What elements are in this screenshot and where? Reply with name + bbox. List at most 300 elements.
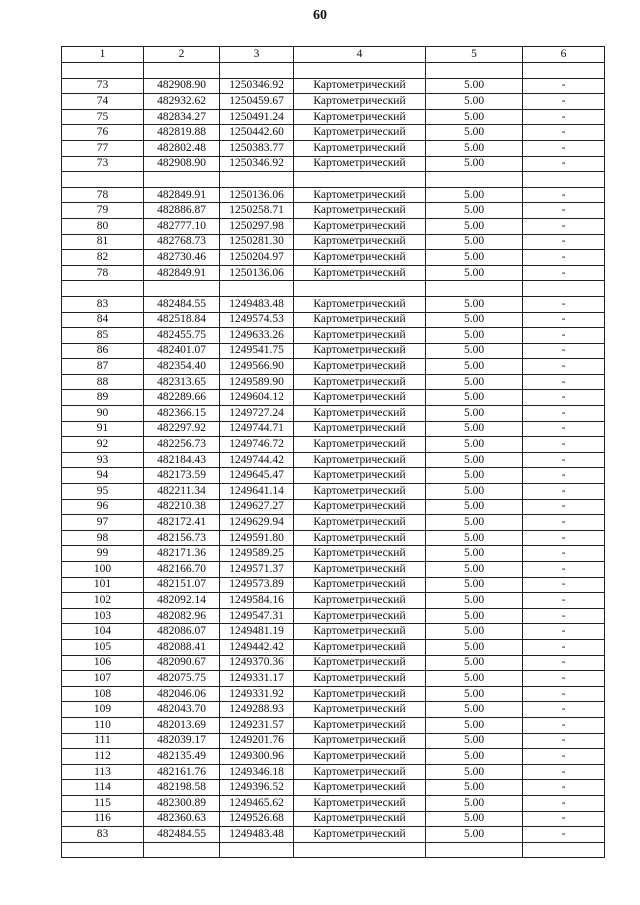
table-row <box>62 234 605 250</box>
table-cell: 105 <box>62 639 144 655</box>
table-cell: 116 <box>62 811 144 827</box>
column-header: 1 <box>62 47 144 63</box>
table-cell: 97 <box>62 515 144 531</box>
table-cell: 482908.90 <box>144 156 220 172</box>
table-cell: - <box>523 795 605 811</box>
table-cell: 482849.91 <box>144 265 220 281</box>
table-cell: 103 <box>62 608 144 624</box>
table-cell: - <box>523 764 605 780</box>
table-cell: 482046.06 <box>144 686 220 702</box>
table-cell: Картометрический <box>294 156 426 172</box>
table-cell: Картометрический <box>294 78 426 94</box>
table-cell: - <box>523 359 605 375</box>
table-cell: Картометрический <box>294 639 426 655</box>
table-cell: 482151.07 <box>144 577 220 593</box>
table-cell: 5.00 <box>426 827 523 843</box>
empty-cell <box>220 63 294 79</box>
table-cell: 102 <box>62 593 144 609</box>
table-cell: 99 <box>62 546 144 562</box>
table-cell: 101 <box>62 577 144 593</box>
table-cell: 482802.48 <box>144 140 220 156</box>
table-cell: 1249541.75 <box>220 343 294 359</box>
column-header: 6 <box>523 47 605 63</box>
table-cell: 78 <box>62 187 144 203</box>
table-cell: 1249465.62 <box>220 795 294 811</box>
table-row <box>62 140 605 156</box>
table-cell: 5.00 <box>426 406 523 422</box>
table-cell: - <box>523 343 605 359</box>
table-cell: 1249604.12 <box>220 390 294 406</box>
table-cell: 482043.70 <box>144 702 220 718</box>
table-cell: 482198.58 <box>144 780 220 796</box>
table-cell: Картометрический <box>294 484 426 500</box>
table-cell: 80 <box>62 218 144 234</box>
table-row <box>62 639 605 655</box>
table-cell: 1249584.16 <box>220 593 294 609</box>
table-cell: 5.00 <box>426 702 523 718</box>
empty-cell <box>523 172 605 188</box>
table-cell: Картометрический <box>294 671 426 687</box>
table-cell: 5.00 <box>426 530 523 546</box>
table-cell: 95 <box>62 484 144 500</box>
table-cell: Картометрический <box>294 749 426 765</box>
table-cell: 1249547.31 <box>220 608 294 624</box>
table-cell: 482484.55 <box>144 827 220 843</box>
table-cell: 1250383.77 <box>220 140 294 156</box>
table-cell: - <box>523 484 605 500</box>
table-cell: 482289.66 <box>144 390 220 406</box>
table-cell: 1249201.76 <box>220 733 294 749</box>
table-cell: 5.00 <box>426 234 523 250</box>
table-cell: 5.00 <box>426 764 523 780</box>
table-cell: Картометрический <box>294 140 426 156</box>
coordinates-table <box>61 46 605 858</box>
empty-cell <box>62 172 144 188</box>
separator-row <box>62 63 605 79</box>
table-cell: 92 <box>62 437 144 453</box>
table-cell: 85 <box>62 328 144 344</box>
table-cell: 5.00 <box>426 374 523 390</box>
table-cell: - <box>523 78 605 94</box>
table-body <box>62 63 605 858</box>
table-row <box>62 328 605 344</box>
table-cell: 482932.62 <box>144 94 220 110</box>
table-row <box>62 577 605 593</box>
table-cell: 74 <box>62 94 144 110</box>
table-cell: 1249483.48 <box>220 827 294 843</box>
table-cell: 482297.92 <box>144 421 220 437</box>
table-cell: 109 <box>62 702 144 718</box>
table-cell: - <box>523 390 605 406</box>
table-cell: Картометрический <box>294 359 426 375</box>
table-row <box>62 827 605 843</box>
table-cell: 5.00 <box>426 296 523 312</box>
table-row <box>62 811 605 827</box>
table-cell: 482210.38 <box>144 499 220 515</box>
table-cell: 1249645.47 <box>220 468 294 484</box>
table-cell: Картометрический <box>294 733 426 749</box>
table-row <box>62 624 605 640</box>
table-row <box>62 608 605 624</box>
empty-cell <box>523 281 605 297</box>
table-cell: 482171.36 <box>144 546 220 562</box>
table-cell: 1249566.90 <box>220 359 294 375</box>
table-cell: 90 <box>62 406 144 422</box>
table-cell: - <box>523 312 605 328</box>
table-cell: Картометрический <box>294 546 426 562</box>
empty-cell <box>144 281 220 297</box>
table-cell: Картометрический <box>294 717 426 733</box>
table-cell: 482777.10 <box>144 218 220 234</box>
table-row <box>62 499 605 515</box>
table-cell: - <box>523 437 605 453</box>
table-row <box>62 780 605 796</box>
table-cell: 5.00 <box>426 390 523 406</box>
table-cell: 113 <box>62 764 144 780</box>
table-cell: Картометрический <box>294 795 426 811</box>
table-cell: - <box>523 234 605 250</box>
page-number: 60 <box>313 8 327 23</box>
table-cell: 73 <box>62 78 144 94</box>
table-cell: 1250281.30 <box>220 234 294 250</box>
table-cell: Картометрический <box>294 593 426 609</box>
empty-cell <box>426 281 523 297</box>
table-cell: 82 <box>62 250 144 266</box>
table-cell: Картометрический <box>294 530 426 546</box>
table-cell: 482256.73 <box>144 437 220 453</box>
table-cell: 1250204.97 <box>220 250 294 266</box>
table-row <box>62 749 605 765</box>
table-cell: 111 <box>62 733 144 749</box>
table-row <box>62 795 605 811</box>
table-cell: 5.00 <box>426 624 523 640</box>
table-cell: - <box>523 468 605 484</box>
table-cell: 79 <box>62 203 144 219</box>
table-row <box>62 187 605 203</box>
table-cell: 5.00 <box>426 437 523 453</box>
table-cell: 5.00 <box>426 671 523 687</box>
table-cell: - <box>523 702 605 718</box>
table-cell: 5.00 <box>426 156 523 172</box>
empty-cell <box>62 63 144 79</box>
table-cell: Картометрический <box>294 265 426 281</box>
table-cell: - <box>523 749 605 765</box>
table-cell: 482366.15 <box>144 406 220 422</box>
table-cell: 1249300.96 <box>220 749 294 765</box>
table-row <box>62 530 605 546</box>
table-cell: 1249396.52 <box>220 780 294 796</box>
table-cell: Картометрический <box>294 374 426 390</box>
table-cell: 482484.55 <box>144 296 220 312</box>
table-cell: Картометрический <box>294 109 426 125</box>
table-cell: - <box>523 452 605 468</box>
table-cell: - <box>523 203 605 219</box>
table-row <box>62 156 605 172</box>
table-cell: 77 <box>62 140 144 156</box>
table-row <box>62 437 605 453</box>
table-cell: 1249574.53 <box>220 312 294 328</box>
table-cell: 5.00 <box>426 187 523 203</box>
table-cell: - <box>523 515 605 531</box>
table-cell: 482313.65 <box>144 374 220 390</box>
table-row <box>62 374 605 390</box>
table-cell: - <box>523 717 605 733</box>
column-header: 3 <box>220 47 294 63</box>
table-cell: 482455.75 <box>144 328 220 344</box>
table-row <box>62 125 605 141</box>
empty-cell <box>62 842 144 858</box>
table-cell: 1250297.98 <box>220 218 294 234</box>
table-cell: - <box>523 624 605 640</box>
table-cell: Картометрический <box>294 312 426 328</box>
table-cell: 1249346.18 <box>220 764 294 780</box>
table-cell: 1249573.89 <box>220 577 294 593</box>
table-cell: 1249288.93 <box>220 702 294 718</box>
table-cell: 482135.49 <box>144 749 220 765</box>
table-cell: 87 <box>62 359 144 375</box>
table-cell: Картометрический <box>294 515 426 531</box>
separator-row <box>62 172 605 188</box>
table-cell: 5.00 <box>426 608 523 624</box>
table-row <box>62 312 605 328</box>
table-cell: 1249629.94 <box>220 515 294 531</box>
table-cell: 5.00 <box>426 203 523 219</box>
table-cell: 115 <box>62 795 144 811</box>
table-row <box>62 717 605 733</box>
table-cell: Картометрический <box>294 234 426 250</box>
table-row <box>62 359 605 375</box>
table-cell: - <box>523 577 605 593</box>
table-row <box>62 733 605 749</box>
table-cell: 482211.34 <box>144 484 220 500</box>
table-cell: - <box>523 733 605 749</box>
table-cell: 5.00 <box>426 546 523 562</box>
table-cell: 5.00 <box>426 343 523 359</box>
table-cell: 5.00 <box>426 655 523 671</box>
table-cell: 5.00 <box>426 811 523 827</box>
table-cell: Картометрический <box>294 811 426 827</box>
table-cell: - <box>523 811 605 827</box>
table-cell: - <box>523 780 605 796</box>
empty-cell <box>523 842 605 858</box>
table-cell: Картометрический <box>294 686 426 702</box>
empty-cell <box>144 63 220 79</box>
empty-cell <box>220 842 294 858</box>
table-cell: - <box>523 296 605 312</box>
table-cell: 482166.70 <box>144 562 220 578</box>
table-cell: - <box>523 530 605 546</box>
table-cell: 482172.41 <box>144 515 220 531</box>
table-cell: Картометрический <box>294 608 426 624</box>
table-cell: - <box>523 562 605 578</box>
empty-cell <box>426 63 523 79</box>
table-row <box>62 203 605 219</box>
table-cell: 5.00 <box>426 78 523 94</box>
table-cell: 482360.63 <box>144 811 220 827</box>
table-cell: 482354.40 <box>144 359 220 375</box>
empty-cell <box>426 842 523 858</box>
table-cell: Картометрический <box>294 390 426 406</box>
table-cell: 482401.07 <box>144 343 220 359</box>
table-cell: - <box>523 94 605 110</box>
table-cell: 1250136.06 <box>220 187 294 203</box>
table-cell: 482300.89 <box>144 795 220 811</box>
table-row <box>62 218 605 234</box>
table-row <box>62 421 605 437</box>
table-cell: Картометрический <box>294 187 426 203</box>
table-cell: 1249589.25 <box>220 546 294 562</box>
table-cell: 104 <box>62 624 144 640</box>
table-cell: Картометрический <box>294 499 426 515</box>
table-cell: 5.00 <box>426 265 523 281</box>
table-cell: Картометрический <box>294 468 426 484</box>
table-row <box>62 655 605 671</box>
table-cell: - <box>523 187 605 203</box>
table-cell: 1249483.48 <box>220 296 294 312</box>
table-cell: 1249591.80 <box>220 530 294 546</box>
table-cell: 83 <box>62 296 144 312</box>
table-row <box>62 702 605 718</box>
table-cell: - <box>523 546 605 562</box>
table-row <box>62 686 605 702</box>
table-cell: Картометрический <box>294 577 426 593</box>
table-cell: Картометрический <box>294 94 426 110</box>
table-cell: 5.00 <box>426 484 523 500</box>
table-cell: 482086.07 <box>144 624 220 640</box>
table-cell: 1249231.57 <box>220 717 294 733</box>
table-cell: 1249744.71 <box>220 421 294 437</box>
empty-cell <box>523 63 605 79</box>
table-cell: 88 <box>62 374 144 390</box>
table-cell: 83 <box>62 827 144 843</box>
table-row <box>62 265 605 281</box>
table-cell: - <box>523 827 605 843</box>
table-cell: 5.00 <box>426 733 523 749</box>
table-cell: 1249442.42 <box>220 639 294 655</box>
table-cell: 482075.75 <box>144 671 220 687</box>
table-cell: 1249627.27 <box>220 499 294 515</box>
table-cell: - <box>523 109 605 125</box>
column-header: 2 <box>144 47 220 63</box>
table-cell: 1249370.36 <box>220 655 294 671</box>
table-cell: 110 <box>62 717 144 733</box>
table-cell: 5.00 <box>426 218 523 234</box>
table-cell: 482518.84 <box>144 312 220 328</box>
table-cell: Картометрический <box>294 296 426 312</box>
table-cell: 1250346.92 <box>220 78 294 94</box>
table-cell: 78 <box>62 265 144 281</box>
table-cell: Картометрический <box>294 421 426 437</box>
table-cell: 5.00 <box>426 593 523 609</box>
empty-cell <box>294 842 426 858</box>
table-cell: - <box>523 140 605 156</box>
table-cell: - <box>523 421 605 437</box>
table-cell: 75 <box>62 109 144 125</box>
table-cell: 1250346.92 <box>220 156 294 172</box>
empty-cell <box>144 172 220 188</box>
table-cell: 5.00 <box>426 639 523 655</box>
table-cell: 107 <box>62 671 144 687</box>
table-cell: 5.00 <box>426 780 523 796</box>
table-cell: 93 <box>62 452 144 468</box>
column-header: 5 <box>426 47 523 63</box>
table-cell: 1250136.06 <box>220 265 294 281</box>
table-cell: Картометрический <box>294 655 426 671</box>
table-cell: - <box>523 593 605 609</box>
table-cell: 1249641.14 <box>220 484 294 500</box>
table-cell: - <box>523 655 605 671</box>
table-cell: 482039.17 <box>144 733 220 749</box>
table-cell: 94 <box>62 468 144 484</box>
table-row <box>62 515 605 531</box>
table-cell: 5.00 <box>426 359 523 375</box>
table-cell: 1250442.60 <box>220 125 294 141</box>
empty-cell <box>220 172 294 188</box>
separator-row <box>62 842 605 858</box>
table-cell: 482768.73 <box>144 234 220 250</box>
table-cell: 1249746.72 <box>220 437 294 453</box>
table-cell: 1249744.42 <box>220 452 294 468</box>
table-cell: 1249589.90 <box>220 374 294 390</box>
table-cell: 5.00 <box>426 421 523 437</box>
table-row <box>62 484 605 500</box>
separator-row <box>62 281 605 297</box>
table-cell: 1250459.67 <box>220 94 294 110</box>
table-cell: 1249331.92 <box>220 686 294 702</box>
table-cell: - <box>523 499 605 515</box>
table-cell: Картометрический <box>294 203 426 219</box>
table-cell: 5.00 <box>426 686 523 702</box>
table-cell: 114 <box>62 780 144 796</box>
table-cell: - <box>523 125 605 141</box>
table-cell: Картометрический <box>294 702 426 718</box>
table-cell: Картометрический <box>294 328 426 344</box>
table-cell: 5.00 <box>426 468 523 484</box>
table-cell: Картометрический <box>294 780 426 796</box>
table-row <box>62 671 605 687</box>
empty-cell <box>294 281 426 297</box>
table-cell: 106 <box>62 655 144 671</box>
table-cell: Картометрический <box>294 624 426 640</box>
table-cell: 5.00 <box>426 749 523 765</box>
table-cell: - <box>523 374 605 390</box>
table-cell: 1249526.68 <box>220 811 294 827</box>
table-cell: 100 <box>62 562 144 578</box>
table-cell: 482090.67 <box>144 655 220 671</box>
table-cell: 482849.91 <box>144 187 220 203</box>
table-cell: 1249571.37 <box>220 562 294 578</box>
table-cell: 482730.46 <box>144 250 220 266</box>
table-row <box>62 109 605 125</box>
table-row <box>62 764 605 780</box>
table-cell: 482819.88 <box>144 125 220 141</box>
table-cell: 482082.96 <box>144 608 220 624</box>
table-cell: 5.00 <box>426 109 523 125</box>
table-cell: - <box>523 406 605 422</box>
table-cell: - <box>523 250 605 266</box>
table-cell: 5.00 <box>426 452 523 468</box>
table-cell: 5.00 <box>426 312 523 328</box>
table-cell: 5.00 <box>426 94 523 110</box>
table-cell: 5.00 <box>426 795 523 811</box>
table-row <box>62 390 605 406</box>
column-header: 4 <box>294 47 426 63</box>
table-cell: 482092.14 <box>144 593 220 609</box>
table-cell: 1250491.24 <box>220 109 294 125</box>
table-cell: 5.00 <box>426 717 523 733</box>
table-cell: 73 <box>62 156 144 172</box>
table-cell: Картометрический <box>294 437 426 453</box>
